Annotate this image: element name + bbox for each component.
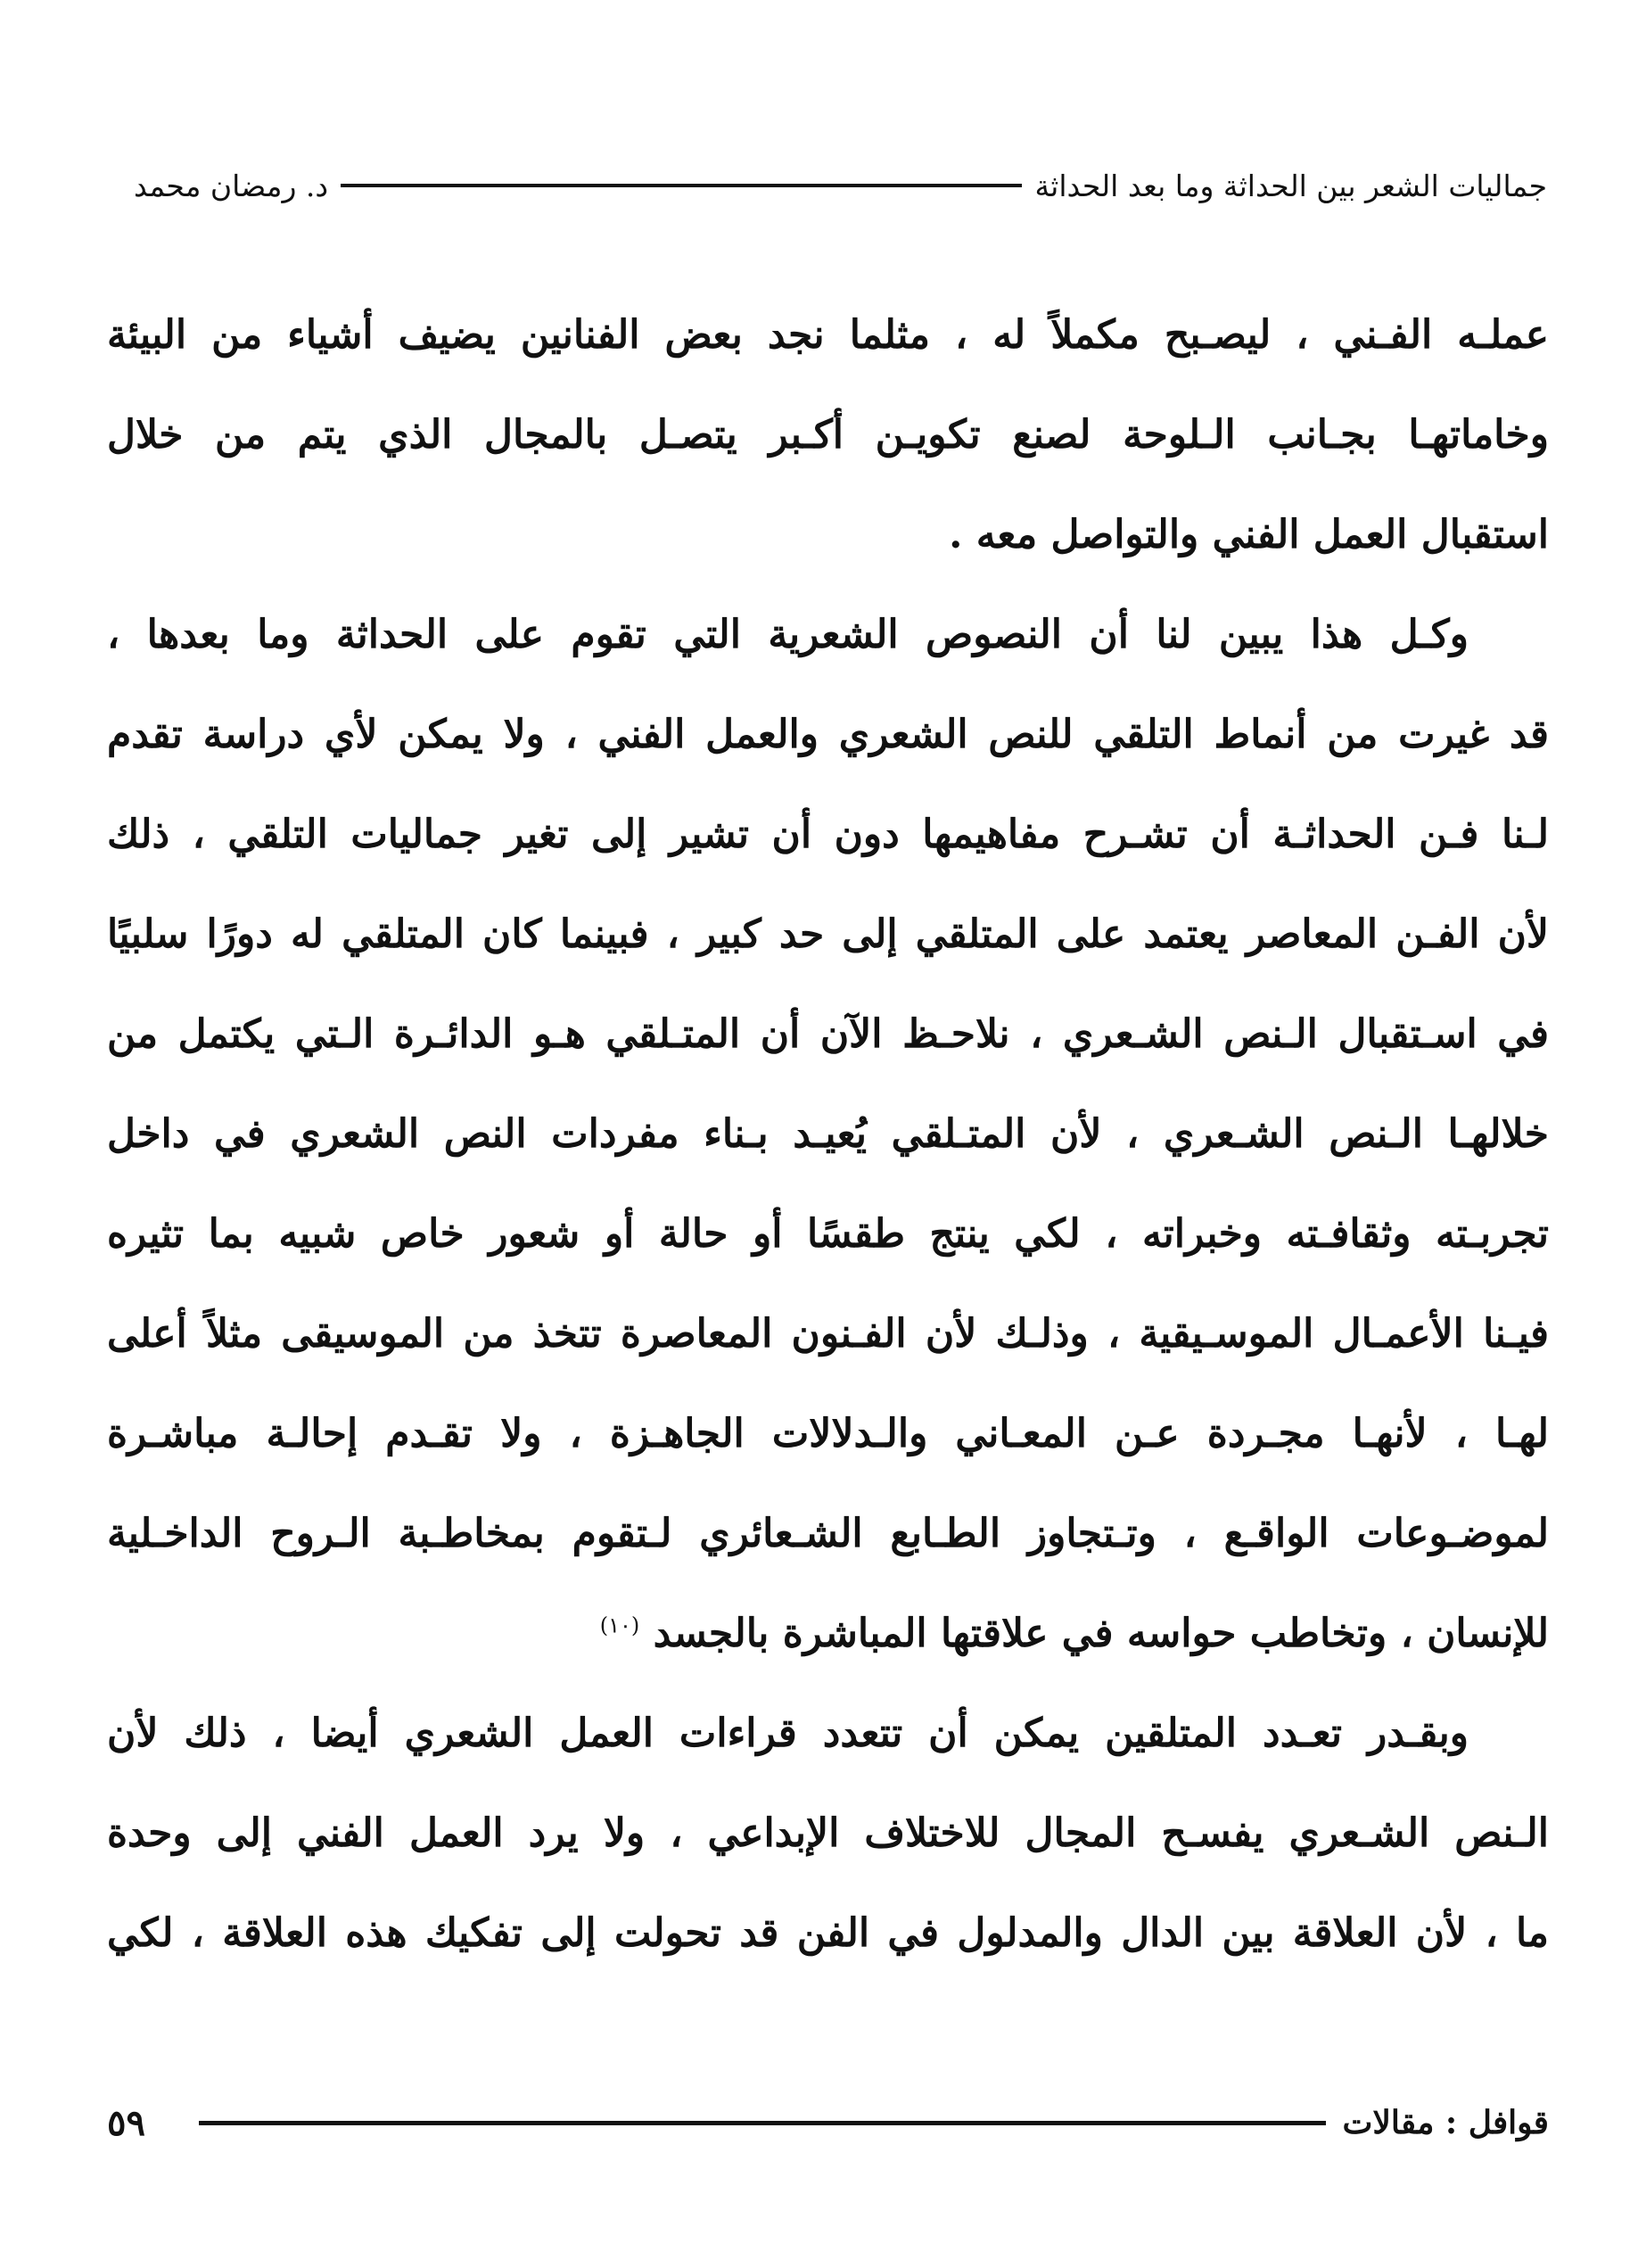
text-line: تجربـته وثقافـته وخبراته ، لكي ينتج طقسًا أو حالة أو شعور خاص شبيه بما تثيره <box>107 1211 1549 1257</box>
text-line: قد غيرت من أنماط التلقي للنص الشعري والعمل الفني ، ولا يمكن لأي دراسة تقدم <box>107 712 1549 757</box>
page-footer <box>107 2091 1549 2154</box>
text-line: فيـنا الأعمـال الموسـيقية ، وذلـك لأن الفـنون المعاصرة تتخذ من الموسيقى مثلاً أعلى <box>107 1311 1549 1357</box>
text-line: عملـه الفـني ، ليصـبح مكملاً له ، مثلما نجد بعض الفنانين يضيف أشياء من البيئة <box>107 312 1549 358</box>
section-label: قوافل : مقالات <box>1342 2104 1549 2141</box>
text-line: لهـا ، لأنهـا مجـردة عـن المعـاني والـدلالات الجاهـزة ، ولا تقـدم إحالـة مباشـرة <box>107 1411 1549 1456</box>
text-line: ما ، لأن العلاقة بين الدال والمدلول في الفن قد تحولت إلى تفكيك هذه العلاقة ، لكي <box>107 1910 1549 1956</box>
running-header <box>134 159 1547 212</box>
text-line-with-footnote <box>107 1584 1549 1684</box>
page-number: ٥٩ <box>107 2101 145 2144</box>
text-line: لموضـوعات الواقـع ، وتـتجاوز الطـابع الشـعائري لـتقوم بمخاطـبة الـروح الداخـلية <box>107 1511 1549 1556</box>
book-title: جماليات الشعر بين الحداثة وما بعد الحداثة <box>1034 168 1547 203</box>
text-line: وكـل هذا يبين لنا أن النصوص الشعرية التي تقوم على الحداثة وما بعدها ، <box>107 612 1469 657</box>
text-line: استقبال العمل الفني والتواصل معه . <box>949 512 1549 557</box>
text-line: الـنص الشـعري يفسـح المجال للاختلاف الإبداعي ، ولا يرد العمل الفني إلى وحدة <box>107 1810 1549 1856</box>
footer-rule <box>199 2121 1327 2125</box>
text-line: لأن الفـن المعاصر يعتمد على المتلقي إلى حد كبير ، فبينما كان المتلقي له دورًا سلبيًا <box>107 911 1549 957</box>
text-line: للإنسان ، وتخاطب حواسه في علاقتها المباشرة بالجسد <box>653 1611 1549 1656</box>
text-line: لـنا فـن الحداثـة أن تشـرح مفاهيمها دون أن تشير إلى تغير جماليات التلقي ، ذلك <box>107 812 1549 857</box>
footnote-reference[interactable]: (١٠) <box>599 1612 640 1638</box>
text-line: وخاماتهـا بجـانب الـلوحة لصنع تكويـن أكـبر يتصـل بالمجال الذي يتم من خلال <box>107 412 1549 458</box>
body-text <box>107 285 1549 1983</box>
author-name: د. رمضان محمد <box>134 168 329 203</box>
text-line: في اسـتقبال الـنص الشـعري ، نلاحـظ الآن أن المتـلقي هـو الدائـرة الـتي يكتمل من <box>107 1011 1549 1057</box>
header-rule <box>341 184 1022 187</box>
text-line: وبقـدر تعـدد المتلقين يمكن أن تتعدد قراءات العمل الشعري أيضا ، ذلك لأن <box>107 1711 1469 1756</box>
text-line: خلالهـا الـنص الشـعري ، لأن المتـلقي يُعيـد بـناء مفردات النص الشعري في داخل <box>107 1111 1549 1157</box>
